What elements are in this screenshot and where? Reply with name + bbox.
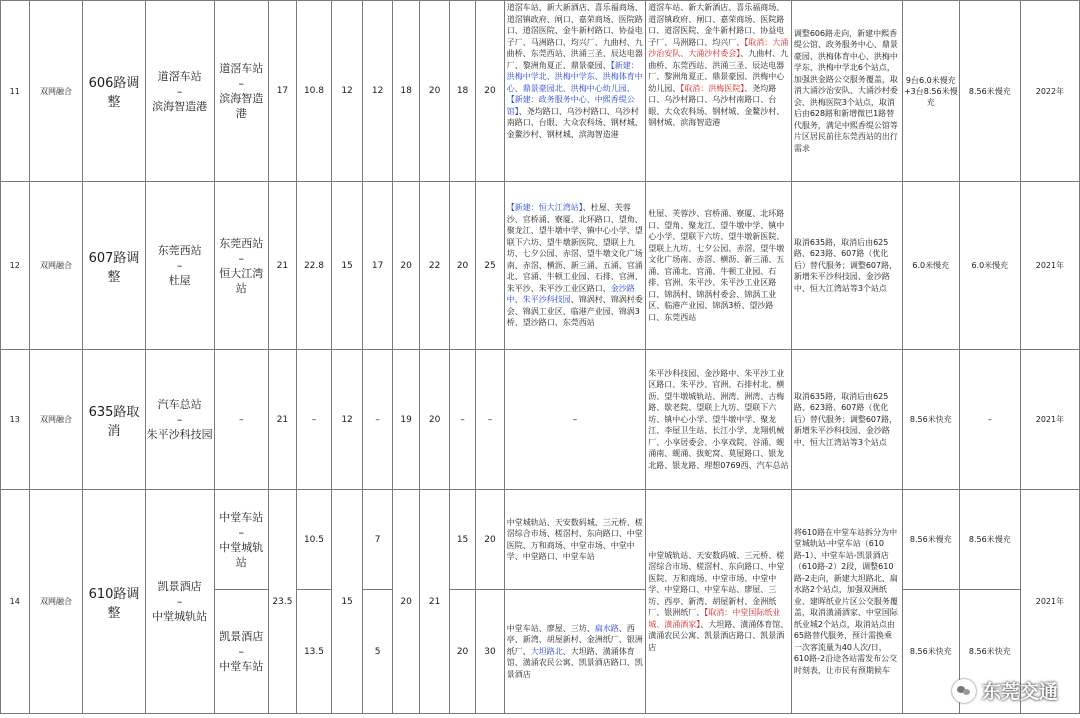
vehicle-new: 6.0米慢充 [959, 182, 1020, 350]
row-kind: 双网融合 [29, 350, 83, 490]
stops-old-2: 中堂车站、廖屋、三坊、扁水路、西亭、新湾、胡屋新村、金洲纸厂、银洲纸厂、大坦路北、大坦路、潢涌体育馆、潢涌农民公寓、凯景酒店路口、凯景酒店 [504, 590, 645, 714]
offpeak-interval-new: 22 [420, 182, 450, 350]
extra-interval-new: 25 [476, 182, 505, 350]
stops-old-1: 中堂城轨站、天安数码城、三元桥、槎滘综合市场、槎滘村、东向路口、中堂医院、万和商场、中堂市场、中堂中学、中堂路口、中堂车站 [504, 490, 645, 590]
stops-old: 【新建：恒大江湾站】、杜屋、芙蓉沙、官桥涌、寮厦、北环路口、望角、聚龙江、望牛墩中学、镇中心小学、望联下六坊、望牛墩新医院、望联上九坊、七夕公园、赤滘、望牛墩文化广场南、赤滘、横沥、新三涌、五涌、官涌北、官涌、牛顿工业园、石排、官洲、朱平沙、朱平沙工业区路口、金沙路中、朱平沙科技园、锦涡村、锦涡村委会、锦涡工业区、临港产业园、锦涡3桥、望沙路口、东莞西站 [504, 182, 645, 350]
vehicle-old: 9台6.0米慢充+3台8.56米慢充 [902, 1, 959, 182]
adjustment-description: 取消635路，取消后由625路、623路、607路（优化后）替代服务；调整607路，新增朱平沙科技园、金沙路中、恒大江湾站等3个站点 [791, 182, 902, 350]
vehicle-old: 8.56米快充 [902, 350, 959, 490]
watermark-text: 东莞交通 [981, 681, 1058, 703]
row-index: 13 [1, 350, 30, 490]
length-new: 10.8 [297, 1, 332, 182]
stops-new: 朱平沙科技园、金沙路中、朱平沙工业区路口、朱平沙、官洲、石排村北、横沥、望牛墩城轨站、洲湾、洲湾、古梅路、歇老院、望联上九坊、望联下六坊、镇中心小学、望牛墩中学、聚龙江、李屋卫生站、长江小学、龙翔机械厂、小享居委会、小享戏院、谷涌、蚬涌南、蚬涌、拔蛇窝、莫屋路口、银龙北路、银龙路、理想0769西、汽车总站 [646, 350, 792, 490]
length-old: 17 [268, 1, 297, 182]
terminal-b: 中堂车站 [219, 660, 264, 673]
table-row [1, 490, 1080, 590]
peak-interval-old: 15 [331, 182, 363, 350]
extra-interval-new-1: 20 [476, 490, 505, 590]
offpeak-interval-old: 19 [392, 350, 419, 490]
terminals-old: 东莞西站 – 杜屋 [145, 182, 214, 350]
terminal-b: 朱平沙科技园 [146, 428, 213, 441]
row-index: 12 [1, 182, 30, 350]
extra-interval-new: 20 [476, 1, 505, 182]
terminals-new: 东莞西站 – 恒大江湾站 [214, 182, 268, 350]
row-index: 11 [1, 1, 30, 182]
offpeak-interval-old: 18 [392, 1, 419, 182]
vehicle-new: – [959, 350, 1020, 490]
vehicle-new-1: 8.56米慢充 [959, 490, 1020, 590]
table-row [1, 350, 1080, 490]
offpeak-interval-new: 20 [420, 350, 450, 490]
stops-old: 道滘车站、新大新酒店、喜乐福商场、道滘镇政府、闸口、嘉荣商场、医院路口、道滘医院、金牛新村路口、协益电子厂、马洲路口、均兴厂、九曲村、九曲桥、东莞西站、洪涌三圣、辰达电器厂、黎洲角夏正、鼎景豪园、【新建：洪梅中学北、洪梅中学东、洪梅体育中心、鼎景豪园北、洪梅中心幼儿园、【新建：政务服务中心、中熙香缇公馆】、尧均路口、乌沙村路口、乌沙村南路口、台眼、大众农科场、钢材城、金鳌沙村、钢材城、滨海智造港 [504, 1, 645, 182]
terminal-b: 中堂城轨站 [152, 610, 208, 623]
length-new-2: 13.5 [297, 590, 332, 714]
length-new: 22.8 [297, 182, 332, 350]
terminal-b: 滨海智造港 [152, 99, 208, 113]
peak-interval-new: 17 [363, 182, 393, 350]
peak-interval-old: 15 [331, 490, 363, 714]
extra-interval-old: 20 [449, 182, 475, 350]
route-name: 610路调整 [83, 490, 145, 714]
stops-old: – [504, 350, 645, 490]
peak-interval-new: – [363, 350, 393, 490]
terminals-old: 汽车总站 – 朱平沙科技园 [145, 350, 214, 490]
extra-interval-old-1: 15 [449, 490, 475, 590]
extra-interval-old-2: 20 [449, 590, 475, 714]
adjustment-description: 调整606路走向，新建中熙香缇公馆、政务服务中心、鼎景豪园、洪梅体育中心、洪梅中学东、洪梅中学北6个站点，加强洪金路公交服务覆盖，取消大涌沙治安队、大涌沙村委会、洪梅医院3个站点，取消后由628路和新增微巴1路替代服务，满足中熙香缇公馆等片区居民前往东莞西站的出行需求 [791, 1, 902, 182]
row-kind: 双网融合 [29, 490, 83, 714]
terminal-b: 中堂城轨站 [219, 540, 264, 569]
peak-interval-new-1: 7 [363, 490, 393, 590]
terminal-a: 中堂车站 [219, 510, 264, 524]
peak-interval-old: 12 [331, 1, 363, 182]
peak-interval-old: 12 [331, 350, 363, 490]
row-kind: 双网融合 [29, 182, 83, 350]
length-old: 21 [268, 350, 297, 490]
terminal-a: 道滘车站 [219, 62, 264, 75]
terminals-old: 道滘车站 – 滨海智造港 [145, 1, 214, 182]
adjustment-description: 取消635路，取消后由625路、623路、607路（优化后）替代服务；调整607路，新增朱平沙科技园、金沙路中、恒大江湾站等3个站点 [791, 350, 902, 490]
table-row [1, 1, 1080, 182]
watermark [952, 677, 1058, 704]
vehicle-old-2: 8.56米快充 [902, 590, 959, 714]
terminals-new: 道滘车站 – 滨海智造港 [214, 1, 268, 182]
length-old: 23.5 [268, 490, 297, 714]
terminal-a: 凯景酒店 [219, 630, 264, 643]
route-name: 606路调整 [83, 1, 145, 182]
terminal-b: 滨海智造港 [219, 92, 264, 120]
table-row [1, 182, 1080, 350]
year: 2021年 [1020, 490, 1079, 714]
row-index: 14 [1, 490, 30, 714]
extra-interval-new: – [476, 350, 505, 490]
terminals-new: – [214, 350, 268, 490]
row-kind: 双网融合 [29, 1, 83, 182]
stops-new: 道滘车站、新大新酒店、喜乐福商场、道滘镇政府、闸口、嘉荣商场、医院路口、道滘医院、金牛新村路口、协益电子厂、马洲路口、均兴厂、【取消：大涌沙治安队、大涌沙村委会】、九曲村、九曲桥、东莞西站、洪涌三圣、辰达电器厂、黎洲角夏正、鼎景豪园、洪梅中心幼儿园、【取消：洪梅医院】、尧均路口、乌沙村路口、乌沙村南路口、台眼、大众农科场、钢材城、金鳌沙村、钢材城、滨海智造港 [646, 1, 792, 182]
length-new-1: 10.5 [297, 490, 332, 590]
terminal-b: 恒大江湾站 [219, 266, 264, 295]
adjustment-description: 将610路在中堂车站拆分为中堂城轨站-中堂车站（610路-1）、中堂车站-凯景酒店（610路-2）2段，调整610路-2走向，新建大坦路北、扁水路2个站点，加强双洲纸业、建晖纸业片区公交服务覆盖，取消潢涌酒家、中堂国际纸业城2个站点，取消站点由65路替代服务，预计需换乘一次客流量为40人次/日，610路-2沿途各站需发布公交时刻表，让市民有预期候车 [791, 490, 902, 714]
terminal-a: 东莞西站 [219, 236, 264, 250]
year: 2021年 [1020, 182, 1079, 350]
route-name: 607路调整 [83, 182, 145, 350]
terminal-a: 东莞西站 [157, 244, 202, 257]
stops-new: 中堂城轨站、天安数码城、三元桥、槎滘综合市场、槎滘村、东向路口、中堂医院、万和商场、中堂市场、中堂中学、中堂路口、中堂车站、廖屋、三坊、西亭、新湾、胡屋新村、金洲纸厂、银洲纸厂、【取消：中堂国际纸业城、潢涌酒家】、大坦路、潢涌体育馆、潢涌农民公寓、凯景酒店路口、凯景酒店 [646, 490, 792, 714]
peak-interval-new-2: 5 [363, 590, 393, 714]
terminal-a: 汽车总站 [157, 398, 202, 411]
terminals-new-1: 中堂车站 – 中堂城轨站 [214, 490, 268, 590]
vehicle-new: 8.56米慢充 [959, 1, 1020, 182]
vehicle-old-1: 8.56米慢充 [902, 490, 959, 590]
offpeak-interval-new: 20 [420, 1, 450, 182]
extra-interval-old: 18 [449, 1, 475, 182]
terminals-new-2: 凯景酒店 – 中堂车站 [214, 590, 268, 714]
length-old: 21 [268, 182, 297, 350]
length-new: – [297, 350, 332, 490]
vehicle-old: 6.0米慢充 [902, 182, 959, 350]
terminal-b: 杜屋 [168, 274, 191, 287]
offpeak-interval-new: 21 [420, 490, 450, 714]
extra-interval-old: – [449, 350, 475, 490]
offpeak-interval-old: 20 [392, 490, 419, 714]
vehicle-new-2: 8.56米快充 [959, 590, 1020, 714]
offpeak-interval-old: 20 [392, 182, 419, 350]
stops-new: 杜屋、芙蓉沙、官桥涌、寮厦、北环路口、望角、聚龙江、望牛墩中学、镇中心小学、望联下六坊、望牛墩新医院、望联上九坊、七夕公园、赤滘、望牛墩文化广场南、赤滘、横沥、新三涌、五涌、官涌北、官涌、牛顿工业园、石排、官洲、朱平沙、朱平沙工业区路口、锦涡村、锦涡村委会、锦涡工业区、临港产业园、锦涡3桥、望沙路口、东莞西站 [646, 182, 792, 350]
route-name: 635路取消 [83, 350, 145, 490]
extra-interval-new-2: 30 [476, 590, 505, 714]
year: 2022年 [1020, 1, 1079, 182]
terminal-a: 凯景酒店 [157, 580, 202, 593]
peak-interval-new: 12 [363, 1, 393, 182]
terminals-old: 凯景酒店 – 中堂城轨站 [145, 490, 214, 714]
wechat-icon [952, 679, 976, 703]
terminal-a: 道滘车站 [157, 69, 202, 83]
year: 2021年 [1020, 350, 1079, 490]
